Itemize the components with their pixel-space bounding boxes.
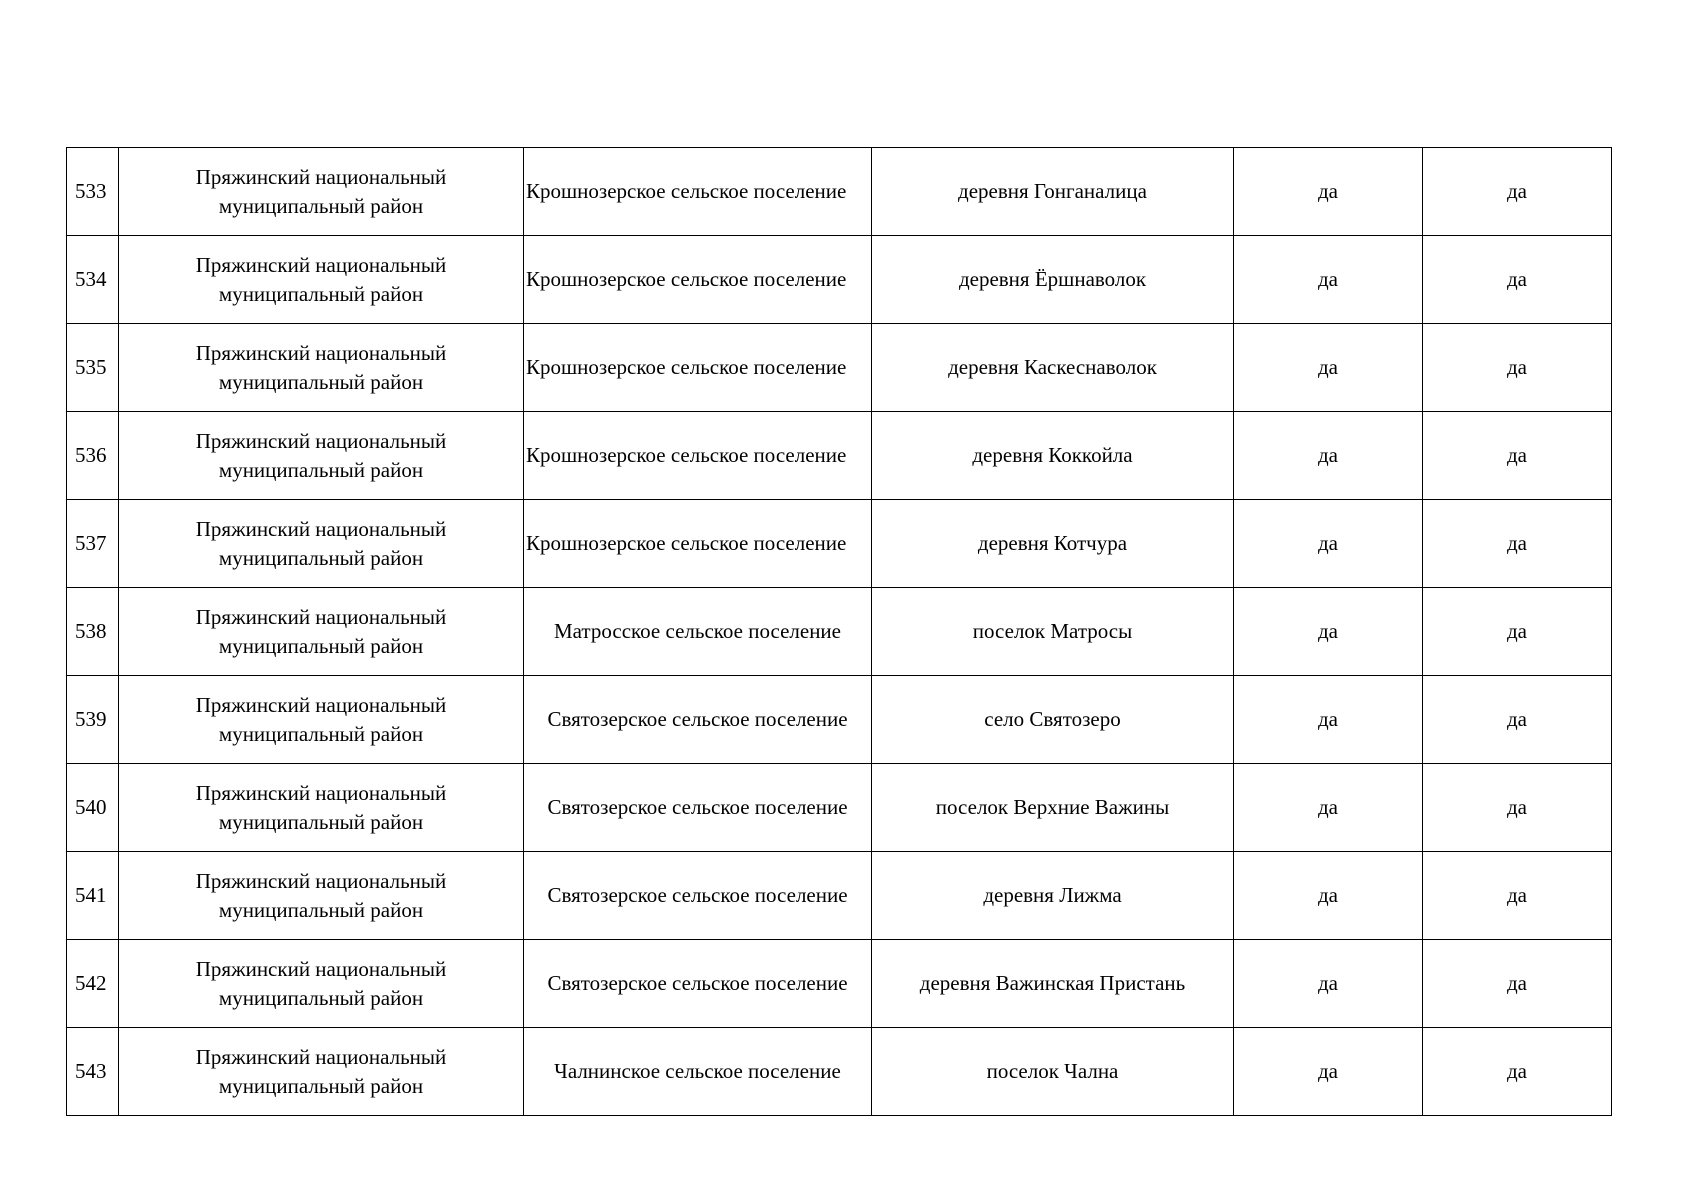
- district-name-line-1: Пряжинский национальный: [195, 780, 447, 805]
- district-name-line-2: муниципальный район: [218, 985, 424, 1010]
- flag-cell-1: да: [1234, 500, 1423, 588]
- settlement-cell: Крошнозерское сельское поселение: [524, 412, 872, 500]
- flag-cell-2: да: [1423, 764, 1612, 852]
- locality-cell: село Святозеро: [872, 676, 1234, 764]
- district-cell: [119, 148, 524, 236]
- flag-cell-1: да: [1234, 1028, 1423, 1116]
- settlement-cell: Матросское сельское поселение: [524, 588, 872, 676]
- settlement-cell: Чалнинское сельское поселение: [524, 1028, 872, 1116]
- row-number-cell: 540: [67, 764, 119, 852]
- district-name-line-2: муниципальный район: [218, 897, 424, 922]
- flag-cell-2: да: [1423, 148, 1612, 236]
- locality-cell: деревня Ёршнаволок: [872, 236, 1234, 324]
- district-name-line-2: муниципальный район: [218, 633, 424, 658]
- district-name-line-2: муниципальный район: [218, 721, 424, 746]
- flag-cell-2: да: [1423, 588, 1612, 676]
- flag-cell-2: да: [1423, 1028, 1612, 1116]
- district-cell: [119, 500, 524, 588]
- locality-cell: деревня Гонганалица: [872, 148, 1234, 236]
- table-row: [67, 1028, 1612, 1116]
- table-row: [67, 500, 1612, 588]
- district-name-line-2: муниципальный район: [218, 193, 424, 218]
- locality-cell: поселок Матросы: [872, 588, 1234, 676]
- district-cell: [119, 940, 524, 1028]
- district-name-line-1: Пряжинский национальный: [195, 252, 447, 277]
- district-cell: [119, 1028, 524, 1116]
- district-cell: [119, 412, 524, 500]
- flag-cell-2: да: [1423, 852, 1612, 940]
- flag-cell-1: да: [1234, 676, 1423, 764]
- district-cell: [119, 764, 524, 852]
- district-name-line-1: Пряжинский национальный: [195, 868, 447, 893]
- flag-cell-1: да: [1234, 148, 1423, 236]
- district-name-line-1: Пряжинский национальный: [195, 164, 447, 189]
- settlement-cell: Святозерское сельское поселение: [524, 676, 872, 764]
- flag-cell-1: да: [1234, 236, 1423, 324]
- flag-cell-2: да: [1423, 236, 1612, 324]
- locality-cell: деревня Важинская Пристань: [872, 940, 1234, 1028]
- flag-cell-2: да: [1423, 940, 1612, 1028]
- settlement-cell: Святозерское сельское поселение: [524, 940, 872, 1028]
- flag-cell-1: да: [1234, 588, 1423, 676]
- locality-cell: поселок Верхние Важины: [872, 764, 1234, 852]
- settlement-cell: Святозерское сельское поселение: [524, 852, 872, 940]
- flag-cell-1: да: [1234, 324, 1423, 412]
- flag-cell-1: да: [1234, 412, 1423, 500]
- district-cell: [119, 236, 524, 324]
- row-number-cell: 535: [67, 324, 119, 412]
- flag-cell-2: да: [1423, 500, 1612, 588]
- row-number-cell: 539: [67, 676, 119, 764]
- district-name-line-1: Пряжинский национальный: [195, 340, 447, 365]
- locality-cell: деревня Котчура: [872, 500, 1234, 588]
- flag-cell-1: да: [1234, 764, 1423, 852]
- settlement-cell: Крошнозерское сельское поселение: [524, 324, 872, 412]
- district-name-line-1: Пряжинский национальный: [195, 516, 447, 541]
- table-row: [67, 324, 1612, 412]
- table-row: [67, 852, 1612, 940]
- settlement-cell: Крошнозерское сельское поселение: [524, 148, 872, 236]
- row-number-cell: 536: [67, 412, 119, 500]
- table-row: [67, 764, 1612, 852]
- district-name-line-2: муниципальный район: [218, 281, 424, 306]
- district-cell: [119, 676, 524, 764]
- flag-cell-1: да: [1234, 852, 1423, 940]
- settlement-cell: Крошнозерское сельское поселение: [524, 236, 872, 324]
- locality-cell: деревня Лижма: [872, 852, 1234, 940]
- district-name-line-1: Пряжинский национальный: [195, 428, 447, 453]
- settlements-table: [66, 147, 1612, 1116]
- table-row: [67, 588, 1612, 676]
- table-body: [67, 148, 1612, 1116]
- settlement-cell: Святозерское сельское поселение: [524, 764, 872, 852]
- district-name-line-2: муниципальный район: [218, 369, 424, 394]
- row-number-cell: 537: [67, 500, 119, 588]
- district-name-line-2: муниципальный район: [218, 1073, 424, 1098]
- flag-cell-2: да: [1423, 412, 1612, 500]
- district-name-line-1: Пряжинский национальный: [195, 956, 447, 981]
- district-name-line-1: Пряжинский национальный: [195, 604, 447, 629]
- settlement-cell: Крошнозерское сельское поселение: [524, 500, 872, 588]
- locality-cell: поселок Чална: [872, 1028, 1234, 1116]
- district-name-line-1: Пряжинский национальный: [195, 1044, 447, 1069]
- district-name-line-2: муниципальный район: [218, 545, 424, 570]
- district-cell: [119, 324, 524, 412]
- table-row: [67, 676, 1612, 764]
- table-row: [67, 412, 1612, 500]
- row-number-cell: 533: [67, 148, 119, 236]
- locality-cell: деревня Коккойла: [872, 412, 1234, 500]
- table-row: [67, 940, 1612, 1028]
- flag-cell-1: да: [1234, 940, 1423, 1028]
- row-number-cell: 538: [67, 588, 119, 676]
- district-cell: [119, 852, 524, 940]
- table-row: [67, 148, 1612, 236]
- district-cell: [119, 588, 524, 676]
- row-number-cell: 534: [67, 236, 119, 324]
- row-number-cell: 543: [67, 1028, 119, 1116]
- row-number-cell: 542: [67, 940, 119, 1028]
- district-name-line-2: муниципальный район: [218, 809, 424, 834]
- district-name-line-1: Пряжинский национальный: [195, 692, 447, 717]
- flag-cell-2: да: [1423, 324, 1612, 412]
- flag-cell-2: да: [1423, 676, 1612, 764]
- row-number-cell: 541: [67, 852, 119, 940]
- locality-cell: деревня Каскеснаволок: [872, 324, 1234, 412]
- table-row: [67, 236, 1612, 324]
- district-name-line-2: муниципальный район: [218, 457, 424, 482]
